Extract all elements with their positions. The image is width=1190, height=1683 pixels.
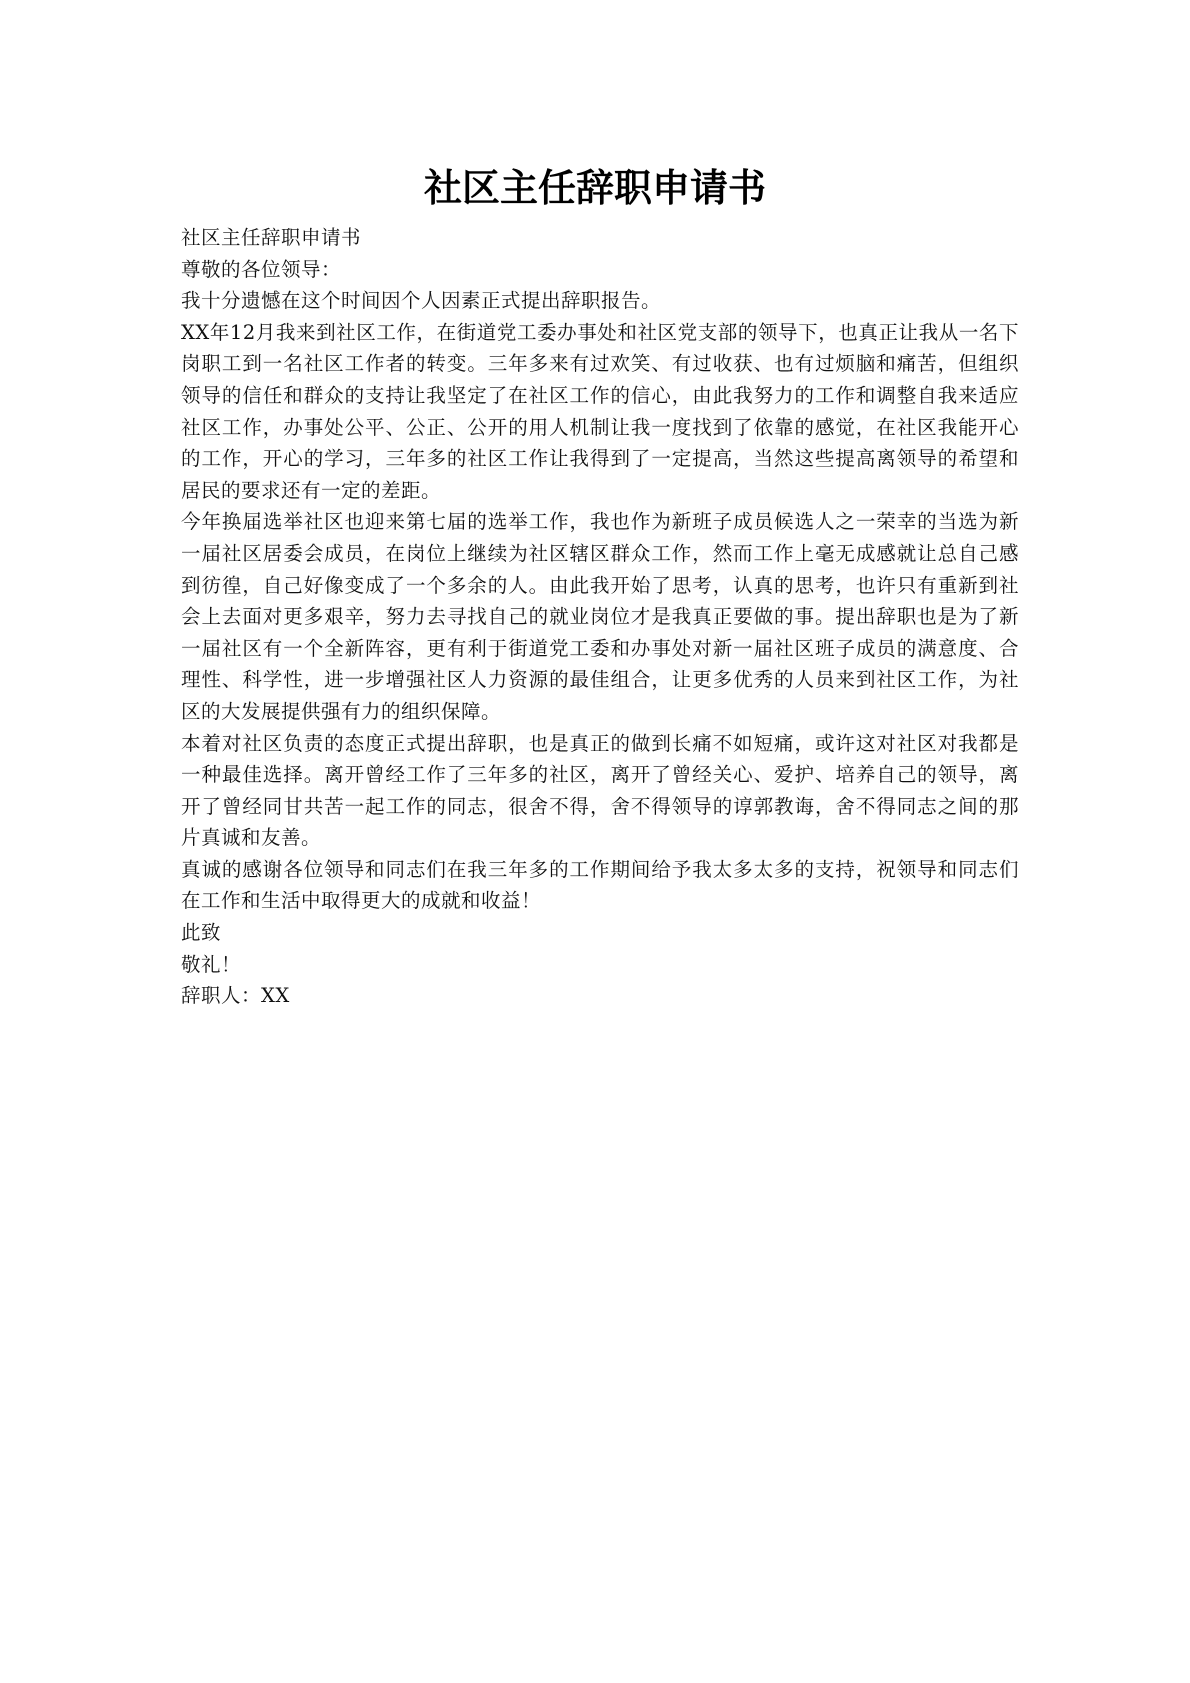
paragraph-experience: XX年12月我来到社区工作，在街道党工委办事处和社区党支部的领导下，也真正让我从一名下岗职工到一名社区工作者的转变。三年多来有过欢笑、有过收获、也有过烦脑和痛苦，但组织领导的信任和群众的支持让我坚定了在社区工作的信心，由此我努力的工作和调整自我来适应社区工作，办事处公平、公正、公开的用人机制让我一度找到了依靠的感觉，在社区我能开心的工作，开心的学习，三年多的社区工作让我得到了一定提高，当然这些提高离领导的希望和居民的要求还有一定的差距。 bbox=[181, 320, 1019, 502]
document-body bbox=[181, 222, 1019, 1012]
paragraph-intro: 我十分遗憾在这个时间因个人因素正式提出辞职报告。 bbox=[181, 289, 662, 313]
paragraph-election: 今年换届选举社区也迎来第七届的选举工作，我也作为新班子成员候选人之一荣幸的当选为新一届社区居委会成员，在岗位上继续为社区辖区群众工作，然而工作上毫无成感就让总自己感到彷徨，自己好像变成了一个多余的人。由此我开始了思考，认真的思考，也许只有重新到社会上去面对更多艰辛，努力去寻找自己的就业岗位才是我真正要做的事。提出辞职也是为了新一届社区有一个全新阵容，更有利于街道党工委和办事处对新一届社区班子成员的满意度、合理性、科学性，进一步增强社区人力资源的最佳组合，让更多优秀的人员来到社区工作，为社区的大发展提供强有力的组织保障。 bbox=[181, 510, 1019, 723]
paragraph-thanks: 真诚的感谢各位领导和同志们在我三年多的工作期间给予我太多太多的支持，祝领导和同志们在工作和生活中取得更大的成就和收益！ bbox=[181, 857, 1019, 913]
salutation: 尊敬的各位领导： bbox=[181, 257, 342, 281]
subtitle-line: 社区主任辞职申请书 bbox=[181, 226, 362, 249]
closing-line-1: 此致 bbox=[181, 921, 222, 945]
signature-line: 辞职人：XX bbox=[181, 984, 290, 1008]
paragraph-decision: 本着对社区负责的态度正式提出辞职，也是真正的做到长痛不如短痛，或许这对社区对我都是一种最佳选择。离开曾经工作了三年多的社区，离开了曾经关心、爱护、培养自己的领导，离开了曾经同甘共苦一起工作的同志，很舍不得，舍不得领导的谆郭教诲，舍不得同志之间的那片真诚和友善。 bbox=[181, 731, 1019, 850]
closing-line-2: 敬礼！ bbox=[181, 952, 242, 976]
document-title: 社区主任辞职申请书 bbox=[423, 165, 766, 210]
